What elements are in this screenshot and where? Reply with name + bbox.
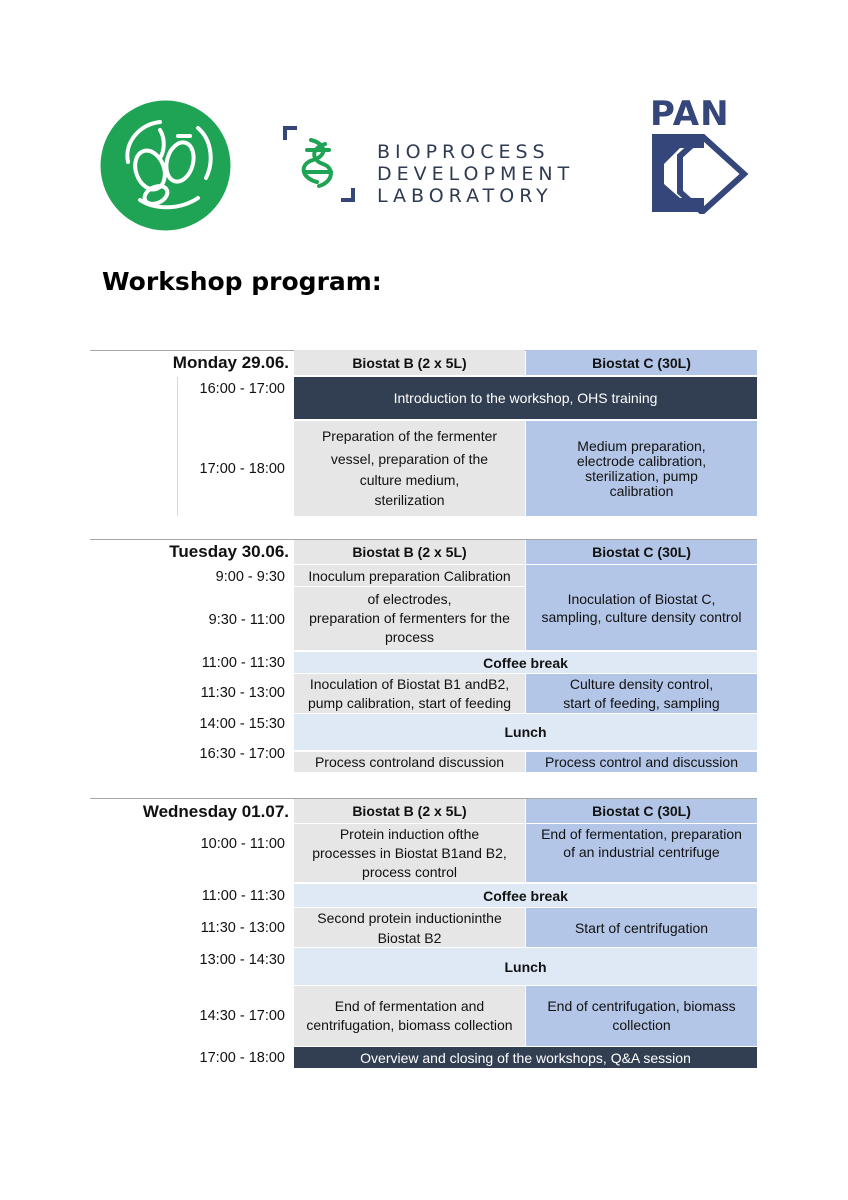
text-line: End of fermentation, preparation	[541, 826, 742, 842]
tuesday-lunch: Lunch	[294, 714, 757, 750]
monday-time-2: 17:00 - 18:00	[199, 461, 285, 477]
text-line: process control	[362, 863, 457, 880]
text-line: of electrodes,	[367, 591, 452, 607]
tuesday-inoculation-biostat-c	[526, 565, 757, 650]
text-line: Protein induction ofthe	[339, 825, 480, 842]
wednesday-day-label: Wednesday 01.07.	[142, 802, 289, 821]
wednesday-protein-induction	[294, 824, 525, 882]
wednesday-end-of-fermentation-c	[526, 824, 757, 882]
tuesday-time-1: 9:00 - 9:30	[215, 569, 285, 585]
tuesday-culture-density-control	[526, 674, 757, 713]
tuesday-process-control-c: Process control and discussion	[526, 752, 757, 772]
tuesday-coffee-break: Coffee break	[294, 652, 757, 673]
text-line: start of feeding, sampling	[563, 694, 720, 711]
wednesday-end-of-fermentation-b	[294, 986, 525, 1046]
text-line: sterilization	[374, 492, 445, 508]
text-line: pump calibration, start of feeding	[307, 694, 512, 711]
text-line: culture medium,	[359, 472, 460, 488]
monday-time-1: 16:00 - 17:00	[199, 381, 285, 397]
wednesday-closing: Overview and closing of the workshops, Q&A session	[294, 1047, 757, 1068]
wednesday-start-of-centrifugation: Start of centrifugation	[526, 908, 757, 947]
wednesday-end-of-centrifugation	[526, 986, 757, 1046]
text-line: Biostat B2	[377, 929, 442, 946]
text-line: centrifugation, biomass collection	[306, 1017, 513, 1033]
pan-logo-text: PAN	[650, 94, 730, 134]
tuesday-header-biostat-b: Biostat B (2 x 5L)	[294, 540, 525, 564]
pan-logo	[650, 94, 750, 215]
wednesday-time-5: 14:30 - 17:00	[199, 1008, 285, 1024]
tuesday-time-4: 11:30 - 13:00	[200, 685, 285, 701]
tuesday-time-6: 16:30 - 17:00	[199, 746, 285, 762]
wednesday-time-1: 10:00 - 11:00	[200, 836, 285, 852]
text-line: calibration	[609, 482, 674, 499]
text-line: of an industrial centrifuge	[563, 844, 720, 860]
tuesday-inoculum-preparation: Inoculum preparation Calibration	[294, 565, 525, 586]
wednesday-time-4: 13:00 - 14:30	[199, 952, 285, 968]
text-line: Medium preparation,	[577, 437, 706, 454]
wednesday-coffee-break: Coffee break	[294, 884, 757, 907]
monday-biostat-b-preparation	[294, 421, 525, 516]
wednesday-header-biostat-b: Biostat B (2 x 5L)	[294, 799, 525, 823]
page-title: Workshop program:	[102, 267, 382, 296]
text-line: sterilization, pump	[585, 467, 698, 484]
tuesday-time-5: 14:00 - 15:30	[199, 716, 285, 732]
wednesday-time-6: 17:00 - 18:00	[199, 1050, 285, 1066]
text-line: processes in Biostat B1and B2,	[312, 844, 507, 861]
monday-header-biostat-c: Biostat C (30L)	[526, 350, 757, 375]
text-line: process	[384, 629, 435, 645]
monday-left-line	[177, 377, 178, 516]
monday-introduction: Introduction to the workshop, OHS training	[294, 377, 757, 419]
text-line: collection	[612, 1017, 671, 1033]
wednesday-second-protein-induction	[294, 908, 525, 947]
text-line: sampling, culture density control	[541, 608, 742, 625]
tuesday-process-control-b: Process controland discussion	[294, 752, 525, 772]
wednesday-time-3: 11:30 - 13:00	[200, 920, 285, 936]
monday-biostat-c-preparation	[526, 421, 757, 516]
wednesday-time-2: 11:00 - 11:30	[201, 888, 285, 904]
bioprocess-lab-logo	[283, 126, 583, 207]
tuesday-time-3: 11:00 - 11:30	[201, 655, 285, 671]
text-line: vessel, preparation of the	[330, 451, 489, 467]
text-line: Second protein inductioninthe	[317, 909, 502, 926]
text-line: End of fermentation and	[334, 998, 485, 1014]
text-line: Inoculation of Biostat B1 andB2,	[309, 675, 510, 692]
wednesday-lunch: Lunch	[294, 948, 757, 985]
logo-text-line-3: LABORATORY	[377, 185, 553, 207]
tuesday-inoculation-biostat-b	[294, 674, 525, 713]
wednesday-header-biostat-c: Biostat C (30L)	[526, 799, 757, 823]
tuesday-day-label: Tuesday 30.06.	[169, 542, 289, 561]
text-line: Culture density control,	[569, 675, 714, 692]
text-line: Inoculation of Biostat C,	[567, 590, 716, 607]
text-line: electrode calibration,	[576, 452, 707, 469]
logo-text-line-2: DEVELOPMENT	[377, 163, 575, 185]
text-line: preparation of fermenters for the	[309, 610, 510, 626]
tuesday-time-2: 9:30 - 11:00	[208, 612, 285, 628]
monday-header-biostat-b: Biostat B (2 x 5L)	[294, 350, 525, 375]
tuesday-header-biostat-c: Biostat C (30L)	[526, 540, 757, 564]
text-line: End of centrifugation, biomass	[547, 998, 736, 1014]
monday-day-label: Monday 29.06.	[172, 353, 289, 372]
text-line: Preparation of the fermenter	[321, 428, 498, 444]
logo-text-line-1: BIOPROCESS	[377, 141, 550, 163]
bioprocess-circle-logo	[100, 100, 231, 231]
tuesday-electrodes-preparation	[294, 587, 525, 650]
